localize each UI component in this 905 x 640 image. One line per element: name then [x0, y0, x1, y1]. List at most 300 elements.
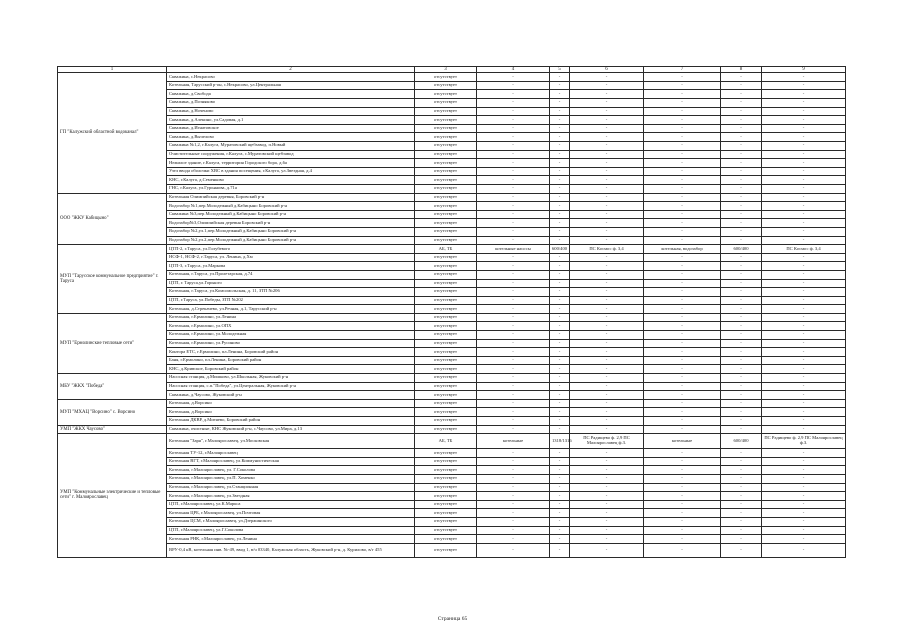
column-header: 6	[570, 67, 644, 73]
value-cell: -	[721, 500, 762, 509]
value-cell: -	[570, 356, 644, 365]
object-cell: Котельная, г.Таруса, ул.Комсомольская, д. 11, ЗТП №206	[167, 288, 415, 297]
value-cell: ПС Радищево ф. 2,9 ПС Малоярославец ф.3.	[570, 434, 644, 449]
value-cell: -	[721, 466, 762, 475]
value-cell: -	[477, 184, 550, 193]
value-cell: -	[477, 262, 550, 271]
object-cell: Котельная, д.Стрекачево, ул.Речная, д.1, Тарусский р-н	[167, 305, 415, 314]
value-cell: отсутствует	[415, 543, 477, 557]
value-cell: -	[550, 313, 570, 322]
table-row	[58, 219, 846, 228]
value-cell: -	[644, 348, 721, 357]
value-cell: -	[477, 202, 550, 211]
value-cell: -	[644, 150, 721, 159]
table-row	[58, 399, 846, 408]
value-cell: -	[477, 374, 550, 383]
table-row	[58, 500, 846, 509]
value-cell: -	[550, 184, 570, 193]
object-cell: Котельная ЦСМ, г.Малоярославец, ул.Дзержинского	[167, 517, 415, 526]
value-cell: -	[477, 391, 550, 400]
value-cell: отсутствует	[415, 133, 477, 142]
column-header: 3	[415, 67, 477, 73]
value-cell: -	[762, 124, 846, 133]
value-cell: -	[550, 262, 570, 271]
object-cell: Котельная, д.Ворсино	[167, 408, 415, 417]
value-cell: -	[570, 305, 644, 314]
value-cell: -	[644, 492, 721, 501]
value-cell: отсутствует	[415, 262, 477, 271]
value-cell: -	[570, 99, 644, 108]
value-cell: -	[762, 391, 846, 400]
value-cell: отсутствует	[415, 270, 477, 279]
value-cell: -	[721, 365, 762, 374]
value-cell: -	[570, 509, 644, 518]
value-cell: -	[570, 526, 644, 535]
value-cell: -	[644, 167, 721, 176]
table-row	[58, 262, 846, 271]
value-cell: -	[762, 313, 846, 322]
table-row	[58, 99, 846, 108]
value-cell: -	[721, 382, 762, 391]
value-cell: -	[762, 133, 846, 142]
value-cell: отсутствует	[415, 449, 477, 458]
value-cell: -	[570, 288, 644, 297]
value-cell: -	[762, 262, 846, 271]
table-row	[58, 90, 846, 99]
value-cell: -	[550, 449, 570, 458]
value-cell: 600/400	[550, 245, 570, 254]
value-cell: отсутствует	[415, 81, 477, 90]
table-row	[58, 253, 846, 262]
value-cell: -	[644, 81, 721, 90]
value-cell: -	[721, 543, 762, 557]
value-cell: -	[762, 279, 846, 288]
object-cell: Котельная, г.Ермолино, ул.Ленина	[167, 313, 415, 322]
object-cell: Котельная "Заря", г.Малоярославец, ул.Московская	[167, 434, 415, 449]
value-cell: отсутствует	[415, 305, 477, 314]
value-cell: -	[721, 391, 762, 400]
value-cell: -	[477, 124, 550, 133]
value-cell: отсутствует	[415, 517, 477, 526]
table-row	[58, 167, 846, 176]
value-cell: отсутствует	[415, 331, 477, 340]
object-cell: ЦТП, г.Малоярославец, ул.Г.Соколова	[167, 526, 415, 535]
value-cell: отсутствует	[415, 382, 477, 391]
value-cell: -	[762, 167, 846, 176]
object-cell: Котельная ВГТ, г.Малоярославец, ул.Коммунистическая	[167, 457, 415, 466]
table-row	[58, 73, 846, 82]
value-cell: -	[762, 296, 846, 305]
object-cell: Котельная, г.Ермолино, ул.Молодежная	[167, 331, 415, 340]
value-cell: -	[550, 417, 570, 426]
value-cell: отсутствует	[415, 313, 477, 322]
value-cell: -	[762, 517, 846, 526]
value-cell: -	[762, 107, 846, 116]
value-cell: -	[644, 193, 721, 202]
value-cell: -	[721, 279, 762, 288]
value-cell: -	[762, 457, 846, 466]
value-cell: -	[570, 236, 644, 245]
value-cell: -	[570, 279, 644, 288]
organization-cell: МУП "МХАЦ "Ворсино" с. Ворсино	[58, 399, 167, 425]
value-cell: отсутствует	[415, 288, 477, 297]
object-cell: Узел ввода оболочки ХВС в здания посещения, г.Калуга, ул.Звездная, д.4	[167, 167, 415, 176]
value-cell: -	[644, 202, 721, 211]
value-cell: -	[550, 159, 570, 168]
object-cell: Котельная ТУ-12, г.Малоярославец	[167, 449, 415, 458]
value-cell: -	[477, 81, 550, 90]
value-cell: -	[721, 73, 762, 82]
object-cell: ГНС, г.Калуга, ул.Гурьянова, д.71а	[167, 184, 415, 193]
value-cell: -	[570, 159, 644, 168]
value-cell: -	[762, 348, 846, 357]
value-cell: ПС Радищево ф. 2,9 ПС Малоярославец ф.3.	[762, 434, 846, 449]
value-cell: -	[570, 365, 644, 374]
table-row	[58, 365, 846, 374]
value-cell: -	[762, 159, 846, 168]
table-row	[58, 124, 846, 133]
object-cell: ВРУ-0,4 кВ, котельная инв. №-49, ввод 1, в/ч 03340, Калужская область, Жуковский р-н, д. Курилово, в/г 455	[167, 543, 415, 557]
object-cell: ЦТП, г.Таруса, ул.Победы, ЗТП №202	[167, 296, 415, 305]
value-cell: -	[477, 449, 550, 458]
value-cell: -	[477, 288, 550, 297]
object-cell: Скважина, с.Некрасово	[167, 73, 415, 82]
value-cell: -	[721, 331, 762, 340]
value-cell: -	[550, 331, 570, 340]
value-cell: отсутствует	[415, 116, 477, 125]
organization-cell: ГП "Калужский областной водоканал"	[58, 73, 167, 193]
value-cell: отсутствует	[415, 535, 477, 544]
value-cell: отсутствует	[415, 124, 477, 133]
value-cell: -	[570, 382, 644, 391]
value-cell: -	[644, 500, 721, 509]
value-cell: -	[721, 184, 762, 193]
table-row	[58, 374, 846, 383]
value-cell: -	[762, 73, 846, 82]
value-cell: отсутствует	[415, 425, 477, 434]
column-header: 2	[167, 67, 415, 73]
value-cell: -	[570, 90, 644, 99]
table-row	[58, 434, 846, 449]
value-cell: -	[644, 391, 721, 400]
value-cell: отсутствует	[415, 279, 477, 288]
value-cell: -	[550, 474, 570, 483]
object-cell: ЦТП-2, г.Таруса, ул.Голубевого	[167, 245, 415, 254]
organization-cell: УМП "ЖКХ Чаусово"	[58, 425, 167, 434]
value-cell: -	[550, 210, 570, 219]
value-cell: отсутствует	[415, 193, 477, 202]
table-row	[58, 526, 846, 535]
value-cell: отсутствует	[415, 322, 477, 331]
value-cell: -	[550, 193, 570, 202]
value-cell: -	[477, 279, 550, 288]
value-cell: -	[550, 227, 570, 236]
table-row	[58, 391, 846, 400]
table-row	[58, 322, 846, 331]
object-cell: Котельная, г.Ермолино, ул.ОПХ	[167, 322, 415, 331]
value-cell: -	[477, 474, 550, 483]
table-row	[58, 81, 846, 90]
value-cell: -	[762, 374, 846, 383]
value-cell: отсутствует	[415, 339, 477, 348]
value-cell: -	[570, 500, 644, 509]
value-cell: -	[762, 408, 846, 417]
value-cell: -	[721, 296, 762, 305]
value-cell: -	[762, 150, 846, 159]
value-cell: -	[550, 382, 570, 391]
value-cell: -	[644, 408, 721, 417]
value-cell: отсутствует	[415, 492, 477, 501]
value-cell: -	[570, 133, 644, 142]
value-cell: -	[644, 210, 721, 219]
value-cell: -	[570, 184, 644, 193]
value-cell: -	[721, 417, 762, 426]
value-cell: -	[550, 509, 570, 518]
table-row	[58, 509, 846, 518]
value-cell: -	[762, 474, 846, 483]
object-cell: Скважина, д.Ноченово	[167, 107, 415, 116]
table-row	[58, 116, 846, 125]
value-cell: -	[762, 543, 846, 557]
table-row	[58, 517, 846, 526]
value-cell: -	[721, 142, 762, 151]
value-cell: -	[721, 517, 762, 526]
value-cell: -	[721, 167, 762, 176]
value-cell: -	[721, 227, 762, 236]
table-row	[58, 176, 846, 185]
value-cell: -	[550, 202, 570, 211]
value-cell: -	[762, 210, 846, 219]
value-cell: -	[644, 457, 721, 466]
value-cell: -	[570, 202, 644, 211]
value-cell: -	[477, 356, 550, 365]
value-cell: -	[570, 322, 644, 331]
value-cell: -	[644, 116, 721, 125]
value-cell: -	[550, 374, 570, 383]
object-cell: Котельная, г.Таруса, ул.Пролетарская, д.74	[167, 270, 415, 279]
value-cell: -	[762, 322, 846, 331]
value-cell: -	[721, 408, 762, 417]
value-cell: -	[570, 150, 644, 159]
value-cell: отсутствует	[415, 159, 477, 168]
organization-cell: МУП "Тарусское коммунальное предприятие" г. Таруса	[58, 245, 167, 314]
value-cell: -	[477, 270, 550, 279]
value-cell: -	[721, 99, 762, 108]
value-cell: -	[721, 159, 762, 168]
value-cell: -	[570, 227, 644, 236]
value-cell: -	[721, 193, 762, 202]
value-cell: отсутствует	[415, 202, 477, 211]
object-cell: Скважина №1,2, г.Калуга, Муратовский щебзавод, п.Новый	[167, 142, 415, 151]
value-cell: -	[477, 305, 550, 314]
value-cell: -	[644, 474, 721, 483]
value-cell: -	[644, 417, 721, 426]
organization-cell: МБУ "ЖКХ "Победа"	[58, 374, 167, 400]
value-cell: отсутствует	[415, 296, 477, 305]
table-row	[58, 457, 846, 466]
value-cell: -	[721, 253, 762, 262]
value-cell: отсутствует	[415, 356, 477, 365]
value-cell: -	[550, 348, 570, 357]
value-cell: -	[570, 331, 644, 340]
value-cell: -	[570, 116, 644, 125]
value-cell: -	[721, 339, 762, 348]
value-cell: -	[721, 509, 762, 518]
value-cell: -	[644, 305, 721, 314]
value-cell: -	[721, 202, 762, 211]
value-cell: -	[644, 176, 721, 185]
value-cell: -	[644, 184, 721, 193]
table-row	[58, 449, 846, 458]
value-cell: -	[570, 492, 644, 501]
value-cell: -	[477, 296, 550, 305]
table-row	[58, 382, 846, 391]
value-cell: котельные насосы	[477, 245, 550, 254]
value-cell: -	[550, 399, 570, 408]
value-cell: -	[477, 90, 550, 99]
column-header: 7	[644, 67, 721, 73]
object-cell: Котельная ЦРБ, г.Малоярославец, ул.Почтовая	[167, 509, 415, 518]
value-cell: -	[550, 176, 570, 185]
value-cell: -	[570, 73, 644, 82]
object-cell: Скважина, д.Свобода	[167, 90, 415, 99]
value-cell: -	[644, 270, 721, 279]
value-cell: -	[644, 449, 721, 458]
object-cell: Водозабор №2,ул.1,пер.Молодежный д.Кабицыно Боровский р-н	[167, 227, 415, 236]
value-cell: отсутствует	[415, 90, 477, 99]
value-cell: -	[477, 500, 550, 509]
value-cell: ПС Космос ф. 3,4	[570, 245, 644, 254]
value-cell: -	[721, 107, 762, 116]
value-cell: -	[721, 425, 762, 434]
value-cell: -	[477, 466, 550, 475]
value-cell: -	[762, 99, 846, 108]
value-cell: отсутствует	[415, 73, 477, 82]
table-row	[58, 339, 846, 348]
value-cell: -	[477, 322, 550, 331]
table-row	[58, 142, 846, 151]
value-cell: -	[550, 296, 570, 305]
value-cell: -	[644, 382, 721, 391]
object-cell: Насосная станция, с.п."Победа", ул.Центральная, Жуковский р-н	[167, 382, 415, 391]
value-cell: -	[550, 253, 570, 262]
value-cell: -	[721, 449, 762, 458]
value-cell: -	[570, 391, 644, 400]
value-cell: -	[477, 408, 550, 417]
value-cell: -	[644, 159, 721, 168]
value-cell: -	[477, 167, 550, 176]
value-cell: -	[570, 517, 644, 526]
value-cell: -	[644, 535, 721, 544]
object-cell: Котельная, г.Малоярославец, ул.П. Хоменко	[167, 474, 415, 483]
value-cell: отсутствует	[415, 483, 477, 492]
object-cell: Котельная ДКВР, д.Митяево, Боровский район	[167, 417, 415, 426]
value-cell: -	[721, 399, 762, 408]
object-cell: Котельная, г.Малоярославец, ул. Г.Соколова	[167, 466, 415, 475]
value-cell: -	[762, 509, 846, 518]
object-cell: Нежилое здание, г.Калуга, территория Городского бора, д.6а	[167, 159, 415, 168]
value-cell: -	[477, 348, 550, 357]
value-cell: отсутствует	[415, 526, 477, 535]
value-cell: ПС Космос ф. 3,4	[762, 245, 846, 254]
value-cell: -	[477, 543, 550, 557]
object-cell: Баня, г.Ермолино, пл.Ленина, Боровский район	[167, 356, 415, 365]
table-row	[58, 483, 846, 492]
value-cell: -	[477, 236, 550, 245]
value-cell: -	[477, 382, 550, 391]
object-cell: Котельная, г.Ермолино, ул.Русиново	[167, 339, 415, 348]
value-cell: -	[644, 124, 721, 133]
value-cell: -	[550, 288, 570, 297]
value-cell: -	[644, 73, 721, 82]
value-cell: -	[644, 99, 721, 108]
value-cell: -	[550, 124, 570, 133]
table-row	[58, 474, 846, 483]
value-cell: -	[762, 399, 846, 408]
value-cell: -	[721, 305, 762, 314]
value-cell: -	[644, 517, 721, 526]
value-cell: -	[477, 365, 550, 374]
value-cell: -	[644, 219, 721, 228]
object-cell: Очистительные сооружения, г.Калуга, с.Муратовский щебзавод	[167, 150, 415, 159]
object-cell: Водозабор №2,ул.2,пер.Молодежный д.Кабицыно Боровский р-н	[167, 236, 415, 245]
value-cell: -	[477, 517, 550, 526]
value-cell: -	[644, 279, 721, 288]
column-header: 8	[721, 67, 762, 73]
value-cell: -	[550, 322, 570, 331]
value-cell: -	[721, 457, 762, 466]
value-cell: -	[762, 492, 846, 501]
value-cell: отсутствует	[415, 227, 477, 236]
value-cell: -	[550, 150, 570, 159]
value-cell: -	[644, 322, 721, 331]
value-cell: -	[550, 219, 570, 228]
table-row	[58, 193, 846, 202]
value-cell: -	[477, 425, 550, 434]
table-row	[58, 202, 846, 211]
value-cell: -	[762, 305, 846, 314]
value-cell: -	[762, 356, 846, 365]
value-cell: -	[550, 305, 570, 314]
value-cell: отсутствует	[415, 219, 477, 228]
value-cell: котельные	[644, 434, 721, 449]
object-cell: Скважина, д.Игнатовское	[167, 124, 415, 133]
value-cell: -	[477, 253, 550, 262]
table-row	[58, 270, 846, 279]
table-row	[58, 331, 846, 340]
value-cell: -	[762, 500, 846, 509]
object-cell: Котельная Олимпийская деревня, Боровский р-н	[167, 193, 415, 202]
value-cell: -	[570, 408, 644, 417]
value-cell: -	[762, 288, 846, 297]
value-cell: отсутствует	[415, 253, 477, 262]
value-cell: 1318/1316	[550, 434, 570, 449]
value-cell: -	[721, 313, 762, 322]
value-cell: -	[721, 90, 762, 99]
value-cell: -	[762, 466, 846, 475]
value-cell: -	[644, 365, 721, 374]
value-cell: -	[570, 425, 644, 434]
object-cell: Котельная РНК, г.Малоярославец, ул.Ленина	[167, 535, 415, 544]
value-cell: -	[477, 73, 550, 82]
value-cell: -	[570, 262, 644, 271]
value-cell: -	[644, 374, 721, 383]
value-cell: АБ, ТБ	[415, 434, 477, 449]
value-cell: -	[570, 142, 644, 151]
value-cell: -	[762, 219, 846, 228]
value-cell: -	[721, 374, 762, 383]
value-cell: отсутствует	[415, 348, 477, 357]
